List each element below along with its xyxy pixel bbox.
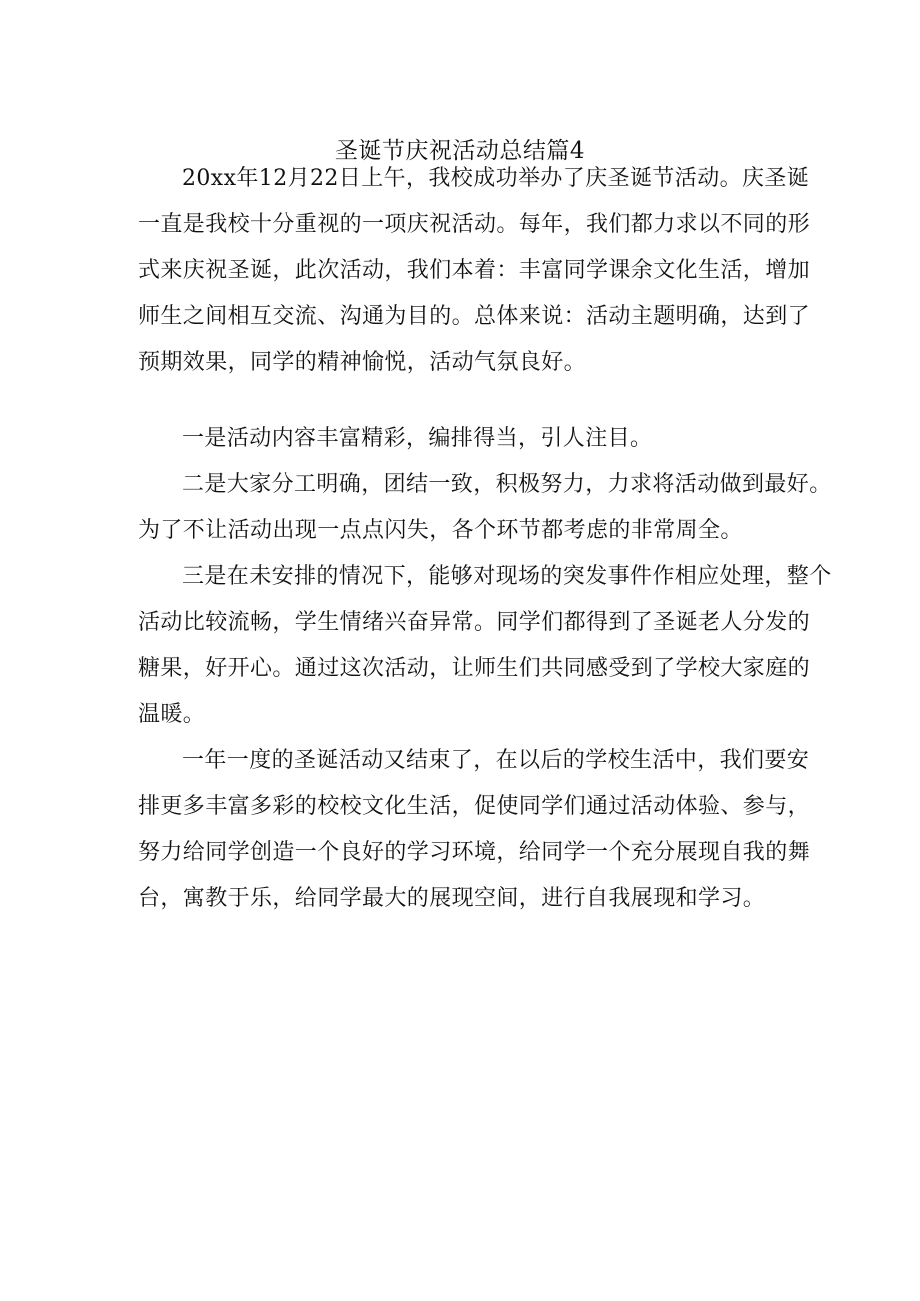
paragraph-4-line-2: 活动比较流畅，学生情绪兴奋异常。同学们都得到了圣诞老人分发的 [138,610,811,635]
paragraph-5-line-3: 努力给同学创造一个良好的学习环境，给同学一个充分展现自我的舞 [138,840,811,865]
paragraph-4-line-3: 糖果，好开心。通过这次活动，让师生们共同感受到了学校大家庭的 [138,656,811,681]
paragraph-5 [138,738,810,922]
paragraph-5-line-1: 一年一度的圣诞活动又结束了，在以后的学校生活中，我们要安 [182,748,810,773]
paragraph-1 [138,156,810,386]
paragraph-1-line-2: 一直是我校十分重视的一项庆祝活动。每年，我们都力求以不同的形 [138,212,811,237]
paragraph-1-line-1: 20xx年12月22日上午，我校成功举办了庆圣诞节活动。庆圣诞 [182,166,810,191]
paragraph-1-line-4: 师生之间相互交流、沟通为目的。总体来说：活动主题明确，达到了 [138,304,811,329]
paragraph-5-line-2: 排更多丰富多彩的校校文化生活，促使同学们通过活动体验、参与， [138,794,811,819]
paragraph-4 [138,554,832,738]
paragraph-1-line-5: 预期效果，同学的精神愉悦，活动气氛良好。 [138,350,587,375]
paragraph-3-line-2: 为了不让活动出现一点点闪失，各个环节都考虑的非常周全。 [138,518,743,543]
paragraph-1-line-3: 式来庆祝圣诞，此次活动，我们本着：丰富同学课余文化生活，增加 [138,258,811,283]
paragraph-2 [138,416,652,462]
paragraph-3 [138,462,832,554]
paragraph-4-line-4: 温暖。 [138,702,206,727]
paragraph-2-line-1: 一是活动内容丰富精彩，编排得当，引人注目。 [182,426,653,451]
paragraph-3-line-1: 二是大家分工明确，团结一致，积极努力，力求将活动做到最好。 [182,472,832,497]
paragraph-5-line-4: 台，寓教于乐，给同学最大的展现空间，进行自我展现和学习。 [138,886,766,911]
paragraph-4-line-1: 三是在未安排的情况下，能够对现场的突发事件作相应处理，整个 [182,564,832,589]
document-title: 圣诞节庆祝活动总结篇4 [334,138,586,164]
